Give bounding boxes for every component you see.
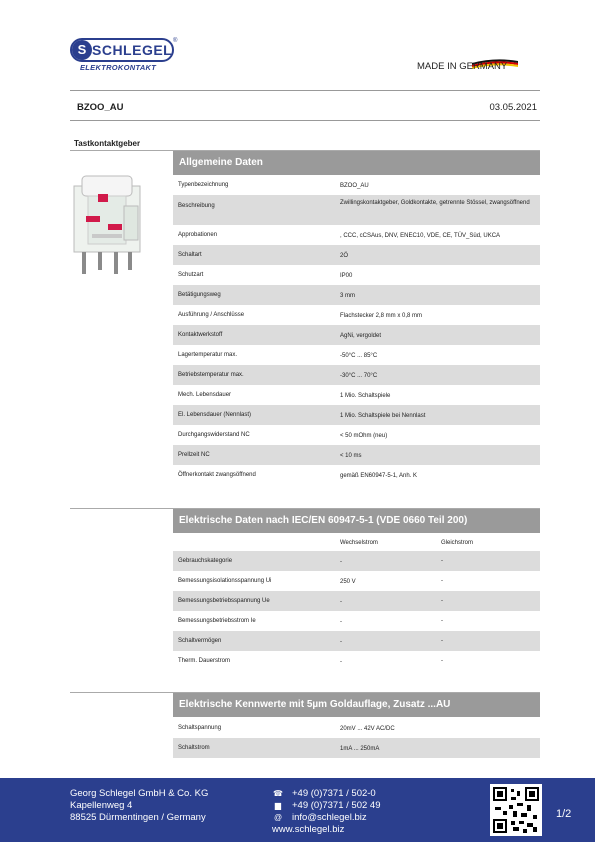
row-label: Schutzart — [178, 272, 204, 278]
page-number: 1/2 — [556, 808, 572, 820]
row-value: 1 Mio. Schaltspiele bei Nennlast — [340, 413, 426, 419]
logo-circle: S — [72, 40, 92, 60]
phone-icon: ☎ — [273, 789, 283, 798]
row-label: Betriebstemperatur max. — [178, 372, 244, 378]
fax-icon: ▆ — [274, 801, 282, 810]
row-label: Lagertemperatur max. — [178, 352, 238, 358]
row-value: AgNi, vergoldet — [340, 333, 382, 339]
table-row — [173, 651, 540, 671]
table-row — [173, 285, 540, 305]
row-label: Durchgangswiderstand NC — [178, 432, 250, 438]
footer-address — [70, 788, 208, 824]
table-row — [173, 718, 540, 738]
table-row — [173, 225, 540, 245]
row-value-dc: - — [441, 578, 443, 584]
row-label: El. Lebensdauer (Nennlast) — [178, 412, 252, 418]
email-link[interactable]: info@schlegel.biz — [292, 812, 367, 823]
fax-number: +49 (0)7371 / 502 49 — [292, 800, 381, 811]
row-label: Öffnerkontakt zwangsöffnend — [178, 472, 256, 478]
section-title-gold: Elektrische Kennwerte mit 5µm Goldauflage, Zusatz ...AU — [173, 693, 540, 717]
row-value: -50°C ... 85°C — [340, 353, 378, 359]
company-name: Georg Schlegel GmbH & Co. KG — [70, 788, 209, 799]
company-city: 88525 Dürmentingen / Germany — [70, 812, 206, 823]
row-value-ac: 250 V — [340, 579, 356, 585]
logo-subtitle: ELEKTROKONTAKT — [80, 63, 157, 72]
row-value: 1mA ... 250mA — [340, 746, 380, 752]
row-label: Ausführung / Anschlüsse — [178, 312, 245, 318]
row-label: Approbationen — [178, 232, 218, 238]
made-in-germany: MADE IN GERMANY — [417, 61, 508, 72]
table-row — [173, 631, 540, 651]
row-value: , CCC, cCSAus, DNV, ENEC10, VDE, CE, TÜV_Süd, UKCA — [340, 233, 501, 239]
table-row — [173, 425, 540, 445]
logo-text: SCHLEGEL — [92, 42, 173, 58]
row-value-ac: - — [340, 619, 342, 625]
header-divider — [70, 90, 540, 91]
product-image — [68, 172, 146, 282]
row-label: Schaltvermögen — [178, 638, 222, 644]
title-divider — [70, 120, 540, 121]
row-value: Flachstecker 2,8 mm x 0,8 mm — [340, 313, 423, 319]
row-label: Schaltspannung — [178, 725, 222, 731]
row-label: Bemessungsbetriebsstrom Ie — [178, 618, 256, 624]
logo-registered-mark: ® — [173, 38, 178, 44]
document-date: 03.05.2021 — [489, 102, 537, 113]
table-row — [173, 611, 540, 631]
row-value: < 50 mOhm (neu) — [340, 433, 388, 439]
table-row — [173, 591, 540, 611]
row-value: Zwillingskontaktgeber, Goldkontakte, getrennte Stössel, zwangsöffnend — [340, 200, 530, 206]
schlegel-logo — [70, 38, 180, 72]
row-label: Kontaktwerkstoff — [178, 332, 223, 338]
website-link[interactable]: www.schlegel.biz — [272, 824, 345, 835]
footer — [0, 778, 595, 842]
section-title-electrical: Elektrische Daten nach IEC/EN 60947-5-1 (VDE 0660 Teil 200) — [173, 509, 540, 533]
row-value: 1 Mio. Schaltspiele — [340, 393, 391, 399]
row-value-ac: - — [340, 659, 342, 665]
column-ac: Wechselstrom — [340, 540, 378, 546]
table-row — [173, 738, 540, 758]
table-row — [173, 465, 540, 485]
row-value-dc: - — [441, 618, 443, 624]
document-id: BZOO_AU — [77, 102, 124, 113]
footer-contact — [272, 788, 380, 836]
row-value-dc: - — [441, 638, 443, 644]
table-row — [173, 325, 540, 345]
row-value-ac: - — [340, 599, 342, 605]
row-label: Bemessungsisolationsspannung Ui — [178, 578, 272, 584]
table-row — [173, 195, 540, 225]
table-row — [173, 445, 540, 465]
row-label: Bemessungsbetriebsspannung Ue — [178, 598, 270, 604]
table-row — [173, 571, 540, 591]
column-dc: Gleichstrom — [441, 540, 474, 546]
table-row — [173, 305, 540, 325]
table-row — [173, 385, 540, 405]
table-row — [173, 551, 540, 571]
row-label: Mech. Lebensdauer — [178, 392, 232, 398]
table-row — [173, 175, 540, 195]
row-label: Typenbezeichnung — [178, 182, 229, 188]
row-value: 3 mm — [340, 293, 355, 299]
row-value: 20mV ... 42V AC/DC — [340, 726, 395, 732]
qr-code-icon — [490, 784, 542, 836]
company-street: Kapellenweg 4 — [70, 800, 133, 811]
section-title-general: Allgemeine Daten — [173, 151, 540, 175]
row-label: Prellzeit NC — [178, 452, 210, 458]
electrical-column-headers — [173, 535, 540, 551]
row-value-ac: - — [340, 639, 342, 645]
product-category: Tastkontaktgeber — [74, 139, 141, 148]
row-value: 2Ö — [340, 253, 349, 259]
table-row — [173, 365, 540, 385]
row-label: Betätigungsweg — [178, 292, 221, 298]
row-label: Gebrauchskategorie — [178, 558, 233, 564]
row-value: BZOO_AU — [340, 183, 369, 189]
row-value-dc: - — [441, 658, 443, 664]
phone-number: +49 (0)7371 / 502-0 — [292, 788, 376, 799]
email-icon: @ — [273, 813, 283, 822]
table-row — [173, 405, 540, 425]
row-label: Therm. Dauerstrom — [178, 658, 231, 664]
row-value: gemäß EN60947-5-1, Anh. K — [340, 473, 418, 479]
table-row — [173, 265, 540, 285]
table-row — [173, 345, 540, 365]
row-value: IP00 — [340, 273, 353, 279]
row-label: Beschreibung — [178, 203, 215, 209]
row-label: Schaltart — [178, 252, 202, 258]
row-value-dc: - — [441, 598, 443, 604]
table-row — [173, 245, 540, 265]
row-value-dc: - — [441, 558, 443, 564]
row-value-ac: - — [340, 559, 342, 565]
row-value: < 10 ms — [340, 453, 362, 459]
row-value: -30°C ... 70°C — [340, 373, 378, 379]
row-label: Schaltstrom — [178, 745, 210, 751]
